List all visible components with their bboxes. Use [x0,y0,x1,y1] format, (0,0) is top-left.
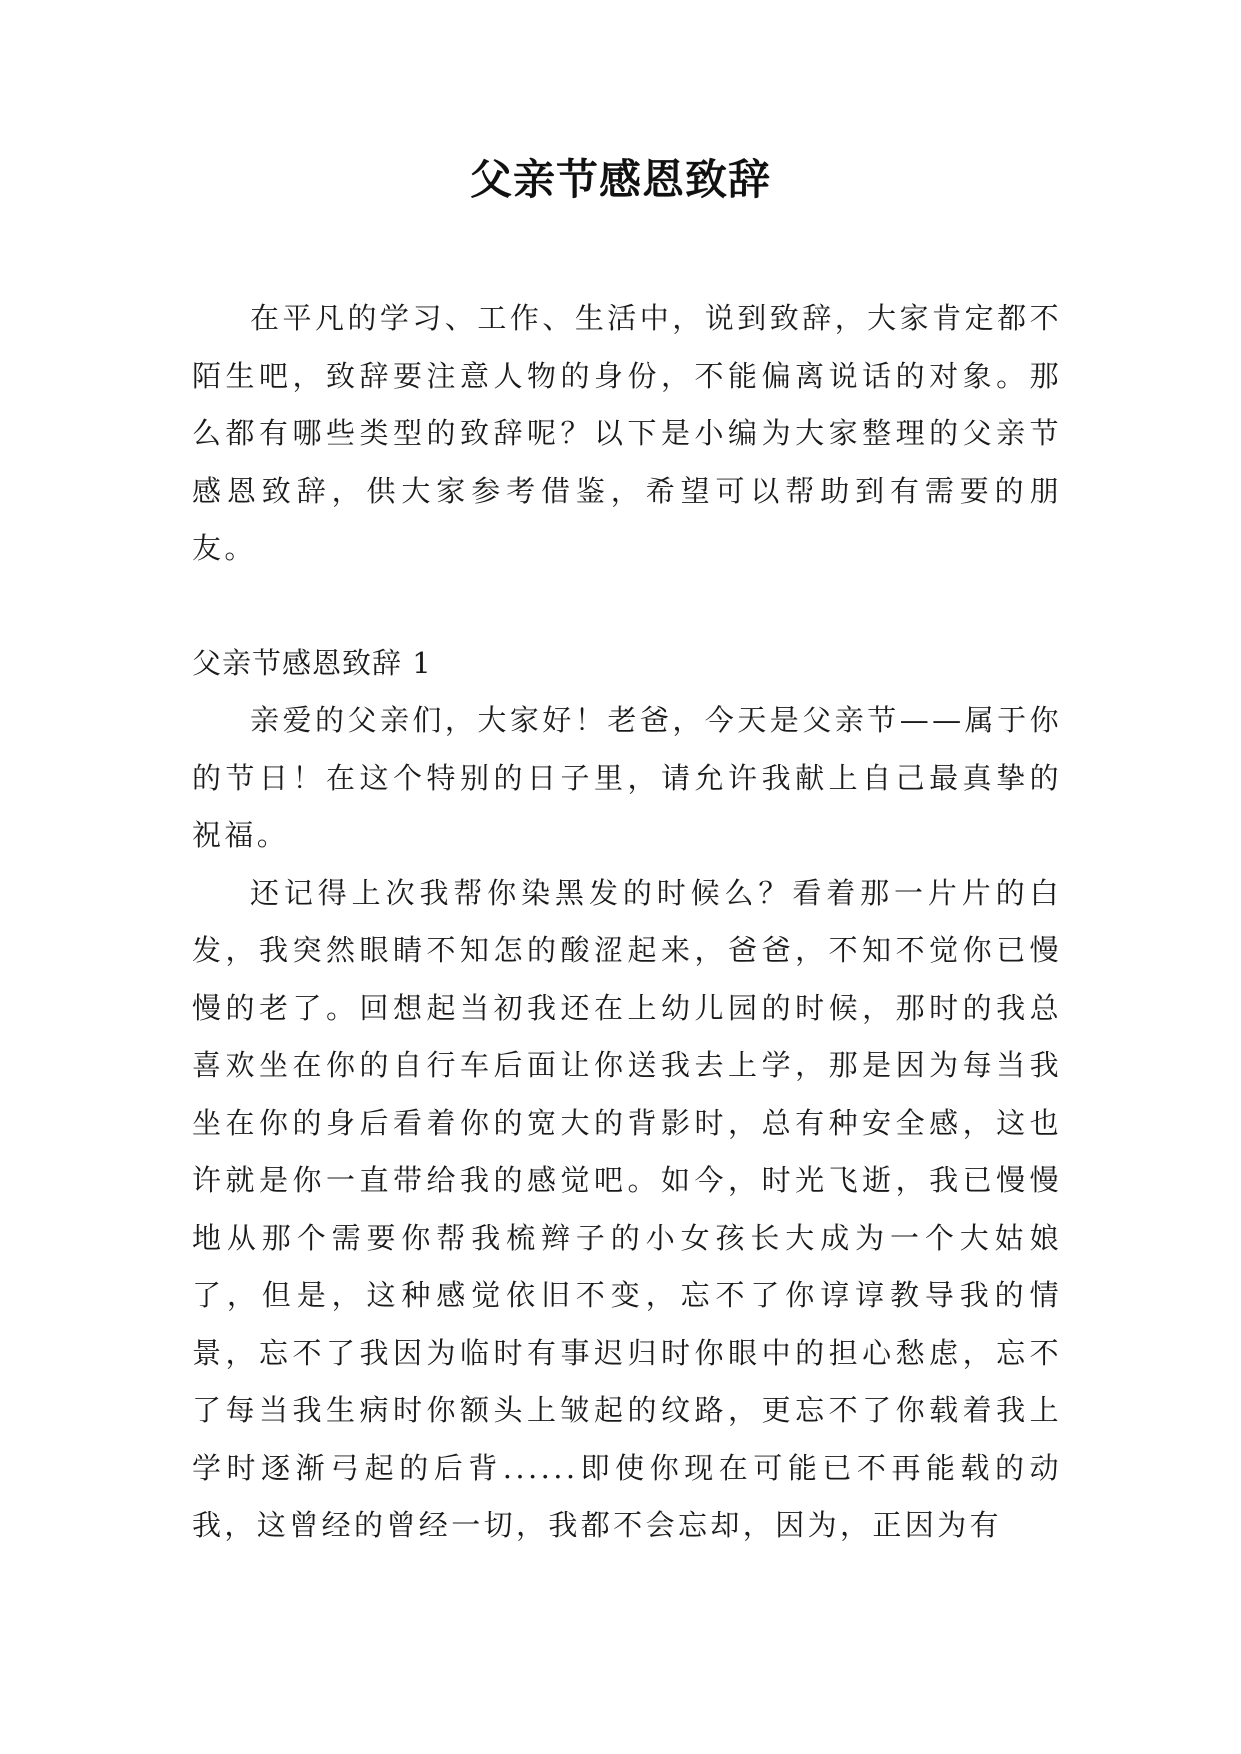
document-title: 父亲节感恩致辞 [469,155,771,204]
intro-paragraph: 在平凡的学习、工作、生活中，说到致辞，大家肯定都不陌生吧，致辞要注意人物的身份，不能偏离说话的对象。那么都有哪些类型的致辞呢？以下是小编为大家整理的父亲节感恩致辞，供大家参考借鉴，希望可以帮助到有需要的朋友。 [192,301,1062,565]
document-body [192,290,1062,1555]
body-paragraph-2: 还记得上次我帮你染黑发的时候么？看着那一片片的白发，我突然眼睛不知怎的酸涩起来，爸爸，不知不觉你已慢慢的老了。回想起当初我还在上幼儿园的时候，那时的我总喜欢坐在你的自行车后面让你送我去上学，那是因为每当我坐在你的身后看着你的宽大的背影时，总有种安全感，这也许就是你一直带给我的感觉吧。如今，时光飞逝，我已慢慢地从那个需要你帮我梳辫子的小女孩长大成为一个大姑娘了，但是，这种感觉依旧不变，忘不了你谆谆教导我的情景，忘不了我因为临时有事迟归时你眼中的担心愁虑，忘不了每当我生病时你额头上皱起的纹路，更忘不了你载着我上学时逐渐弓起的后背......即使你现在可能已不再能载的动我，这曾经的曾经一切，我都不会忘却，因为，正因为有 [192,875,1062,1542]
body-paragraph-1: 亲爱的父亲们，大家好！老爸，今天是父亲节——属于你的节日！在这个特别的日子里，请允许我献上自己最真挚的祝福。 [192,703,1062,852]
section-heading: 父亲节感恩致辞 1 [192,645,432,680]
section-spacer [192,578,1062,635]
